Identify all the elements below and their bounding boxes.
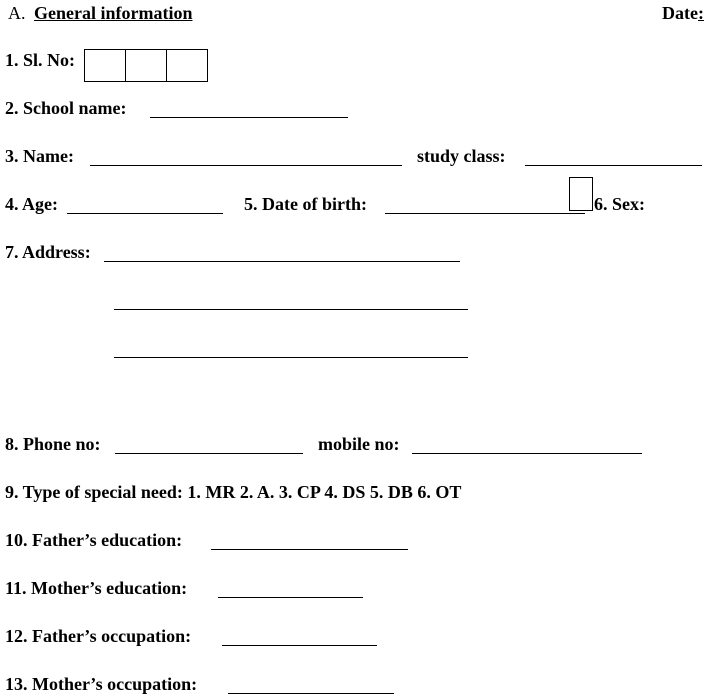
- phone-input[interactable]: [115, 434, 305, 452]
- father-education-line: [211, 549, 408, 550]
- study-class-line: [525, 165, 702, 166]
- address-input-2[interactable]: [114, 290, 470, 308]
- address-line-3: [114, 357, 468, 358]
- sex-label: 6. Sex:: [594, 194, 645, 214]
- age-line: [67, 213, 223, 214]
- address-label: 7. Address:: [5, 242, 91, 262]
- address-input-1[interactable]: [104, 242, 462, 260]
- special-need-label: 9. Type of special need: 1. MR 2. A. 3. CP 4. DS 5. DB 6. OT: [5, 482, 462, 502]
- school-name-line: [150, 117, 348, 118]
- section-title: General information: [34, 3, 193, 23]
- address-input-3[interactable]: [114, 338, 470, 356]
- school-name-input[interactable]: [150, 98, 350, 116]
- mother-occupation-input[interactable]: [228, 674, 396, 692]
- phone-line: [115, 453, 303, 454]
- name-line: [90, 165, 402, 166]
- section-heading: [8, 2, 192, 24]
- mother-education-line: [218, 597, 363, 598]
- age-input[interactable]: [67, 194, 225, 212]
- father-education-input[interactable]: [211, 530, 410, 548]
- study-class-input[interactable]: [525, 146, 704, 164]
- name-label: 3. Name:: [5, 146, 74, 166]
- age-label: 4. Age:: [5, 194, 58, 214]
- mother-education-input[interactable]: [218, 578, 365, 596]
- father-occupation-input[interactable]: [222, 626, 379, 644]
- father-occupation-line: [222, 645, 377, 646]
- mobile-line: [412, 453, 642, 454]
- school-name-label: 2. School name:: [5, 98, 127, 118]
- sl-no-box-3[interactable]: [166, 49, 208, 82]
- dob-line: [385, 213, 585, 214]
- mother-education-label: 11. Mother’s education:: [5, 578, 188, 598]
- sl-no-box-1[interactable]: [84, 49, 126, 82]
- mobile-label: mobile no:: [318, 434, 400, 454]
- phone-label: 8. Phone no:: [5, 434, 101, 454]
- sl-no-label: 1. Sl. No:: [5, 50, 76, 70]
- study-class-label: study class:: [417, 146, 506, 166]
- sl-no-box-2[interactable]: [125, 49, 167, 82]
- dob-label: 5. Date of birth:: [244, 194, 367, 214]
- section-prefix: A.: [8, 3, 26, 23]
- address-line-2: [114, 309, 468, 310]
- name-input[interactable]: [90, 146, 404, 164]
- mobile-input[interactable]: [412, 434, 644, 452]
- address-line-1: [104, 261, 460, 262]
- mother-occupation-label: 13. Mother’s occupation:: [5, 674, 198, 694]
- mother-occupation-line: [228, 693, 394, 694]
- sex-box[interactable]: [569, 177, 593, 211]
- dob-input[interactable]: [385, 194, 569, 212]
- father-occupation-label: 12. Father’s occupation:: [5, 626, 192, 646]
- father-education-label: 10. Father’s education:: [5, 530, 183, 550]
- date-label: Date:: [662, 3, 704, 23]
